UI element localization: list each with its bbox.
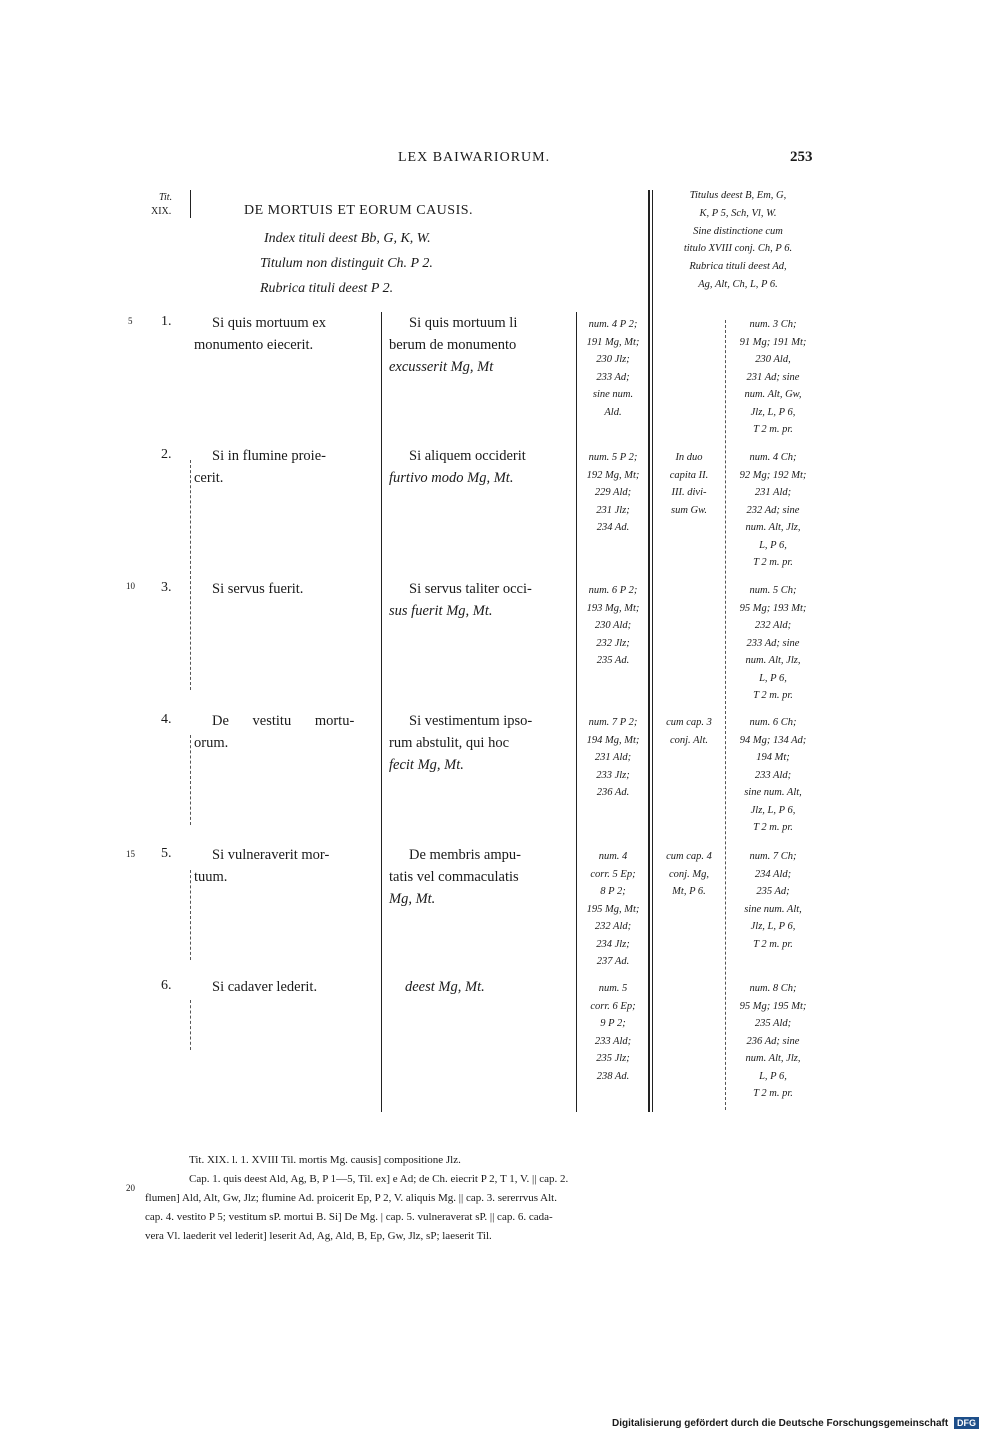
right-note: Titulus deest B, Em, G, <box>689 190 787 201</box>
num-line: Ald. <box>604 406 622 418</box>
column-rule-dashed <box>190 460 192 690</box>
funding-text: Digitalisierung gefördert durch die Deutsche Forschungsgemeinschaft <box>612 1418 949 1429</box>
num-line: 231 Ad; sine <box>746 371 800 383</box>
note-line: Mt, P 6. <box>672 886 706 897</box>
column-rule <box>576 312 577 1112</box>
chapter-number: 4. <box>161 712 172 727</box>
num-line: 232 Ald; <box>594 921 632 932</box>
num-line: num. Alt, Jlz, <box>745 522 801 533</box>
num-line: 236 Ad. <box>596 787 630 798</box>
num-line: num. 3 Ch; <box>749 319 797 330</box>
num-line: num. 4 Ch; <box>749 452 797 463</box>
heading-line: orum. <box>194 735 229 751</box>
chapter-3-other-numbering <box>726 582 820 705</box>
line-number: 10 <box>126 581 135 591</box>
num-line: 234 Jlz; <box>596 938 630 950</box>
num-line: 231 Ald; <box>754 487 792 498</box>
heading-line: De vestitu mortu- <box>212 713 355 729</box>
column-rule-dashed <box>190 735 192 825</box>
num-line: num. Alt, Jlz, <box>745 1053 801 1064</box>
num-line: 236 Ad; sine <box>746 1035 800 1047</box>
footnote-line: vera Vl. laederit vel lederit] leserit Ad, Ag, Ald, B, Ep, Gw, Jlz, sP; laeserit Til. <box>145 1230 492 1242</box>
title-note: Index tituli deest Bb, G, K, W. <box>264 231 431 246</box>
num-line: Jlz, L, P 6, <box>750 804 796 816</box>
num-line: L, P 6, <box>759 1070 787 1082</box>
note-line: In duo <box>675 452 703 463</box>
num-line: T 2 m. pr. <box>753 557 793 568</box>
num-line: 230 Jlz; <box>596 354 630 365</box>
title-right-notes <box>658 187 818 294</box>
num-line: Jlz, L, P 6, <box>750 921 796 932</box>
num-line: 229 Ald; <box>594 487 632 498</box>
num-line: 232 Ad; sine <box>746 504 800 516</box>
line-number: 5 <box>128 316 133 326</box>
num-line: 233 Ald; <box>754 769 792 781</box>
num-line: T 2 m. pr. <box>753 1088 793 1099</box>
heading-line: monumento eiecerit. <box>194 337 314 353</box>
num-line: L, P 6, <box>759 539 787 551</box>
tit-divider <box>190 190 191 218</box>
num-line: num. 5 P 2; <box>588 452 638 463</box>
variant-line: Si vestimentum ipso- <box>409 713 533 729</box>
tit-number: XIX. <box>151 206 172 217</box>
chapter-number: 2. <box>161 447 172 462</box>
num-line: 235 Jlz; <box>596 1053 630 1064</box>
num-line: T 2 m. pr. <box>753 424 793 435</box>
num-line: T 2 m. pr. <box>753 690 793 701</box>
num-line: T 2 m. pr. <box>753 938 793 950</box>
num-line: 232 Ald; <box>754 620 792 631</box>
num-line: 235 Ald; <box>754 1018 792 1029</box>
chapter-1-numbering <box>578 316 648 421</box>
num-line: 235 Ad; <box>756 886 790 897</box>
num-line: L, P 6, <box>759 672 787 684</box>
num-line: num. 7 P 2; <box>588 717 638 728</box>
num-line: num. 6 Ch; <box>749 717 797 728</box>
num-line: 234 Ad. <box>596 522 630 533</box>
right-note: Ag, Alt, Ch, L, P 6. <box>698 278 778 290</box>
chapter-3-heading <box>194 578 380 600</box>
num-line: num. 5 <box>598 983 628 994</box>
note-line: cum cap. 3 <box>666 717 712 728</box>
chapter-1-other-numbering <box>726 316 820 439</box>
num-line: T 2 m. pr. <box>753 822 793 833</box>
chapter-3-variant <box>389 578 575 622</box>
chapter-6-heading <box>194 976 380 998</box>
num-line: sine num. Alt, <box>744 787 802 798</box>
dfg-logo: DFG <box>954 1417 979 1429</box>
num-line: 95 Mg; 193 Mt; <box>739 602 807 614</box>
num-line: 233 Ald; <box>594 1035 632 1047</box>
num-line: 191 Mg, Mt; <box>586 336 640 348</box>
title-note: Rubrica tituli deest P 2. <box>260 281 394 296</box>
variant-line: Mg, Mt. <box>389 891 436 907</box>
chapter-number: 6. <box>161 978 172 993</box>
note-line: conj. Mg, <box>669 868 709 880</box>
num-line: 195 Mg, Mt; <box>586 903 640 915</box>
chapter-4-numbering <box>578 714 648 802</box>
num-line: 91 Mg; 191 Mt; <box>739 336 807 348</box>
column-rule-dashed <box>190 870 192 960</box>
num-line: 192 Mg, Mt; <box>586 469 640 481</box>
variant-line: berum de monumento <box>389 337 517 353</box>
num-line: sine num. Alt, <box>744 903 802 915</box>
note-line: III. divi- <box>671 487 707 498</box>
num-line: num. Alt, Gw, <box>744 389 802 400</box>
num-line: num. 4 <box>598 851 628 862</box>
variant-line: rum abstulit, qui hoc <box>389 735 510 751</box>
chapter-4-other-numbering <box>726 714 820 837</box>
num-line: 233 Ad; sine <box>746 637 800 649</box>
note-line: cum cap. 4 <box>666 851 712 862</box>
column-rule <box>381 312 382 1112</box>
right-note: K, P 5, Sch, Vl, W. <box>699 207 777 219</box>
num-line: 234 Ald; <box>754 868 792 880</box>
variant-line: deest Mg, Mt. <box>405 979 485 995</box>
chapter-4-join-note <box>654 714 724 749</box>
chapter-2-division-note <box>654 449 724 519</box>
running-title: LEX BAIWARIORUM. <box>398 150 551 165</box>
variant-line: sus fuerit Mg, Mt. <box>389 603 493 619</box>
heading-line: tuum. <box>194 869 228 885</box>
heading-line: Si quis mortuum ex <box>212 315 326 331</box>
heading-line: Si servus fuerit. <box>212 581 304 597</box>
heading-line: Si vulneraverit mor- <box>212 847 330 863</box>
num-line: num. 7 Ch; <box>749 851 797 862</box>
num-line: num. 6 P 2; <box>588 585 638 596</box>
num-line: sine num. <box>592 389 634 400</box>
num-line: 231 Ald; <box>594 752 632 763</box>
right-note: titulo XVIII conj. Ch, P 6. <box>683 243 793 255</box>
chapter-5-other-numbering <box>726 848 820 953</box>
chapter-2-heading <box>194 445 380 489</box>
num-line: 238 Ad. <box>596 1070 630 1082</box>
heading-line: Si cadaver lederit. <box>212 979 318 995</box>
variant-line: fecit Mg, Mt. <box>389 757 464 773</box>
num-line: 230 Ald, <box>755 354 791 365</box>
footnote-line: Tit. XIX. l. 1. XVIII Til. mortis Mg. causis] compositione Jlz. <box>189 1154 461 1166</box>
heading-line: Si in flumine proie- <box>212 448 326 464</box>
chapter-2-variant <box>389 445 575 489</box>
footnote-line: flumen] Ald, Alt, Gw, Jlz; flumine Ad. proicerit Ep, P 2, V. aliquis Mg. || cap. 3. sererrvus Alt. <box>145 1192 557 1204</box>
num-line: num. 5 Ch; <box>749 585 797 596</box>
chapter-2-numbering <box>578 449 648 537</box>
variant-line: Si servus taliter occi- <box>409 581 532 597</box>
chapter-6-other-numbering <box>726 980 820 1103</box>
title-note: Titulum non distinguit Ch. P 2. <box>260 256 433 271</box>
chapter-1-variant <box>389 312 575 378</box>
variant-line: furtivo modo Mg, Mt. <box>389 470 514 486</box>
column-rule-double <box>652 190 653 1112</box>
variant-line: Si quis mortuum li <box>409 315 518 331</box>
chapter-5-join-note <box>654 848 724 901</box>
num-line: 9 P 2; <box>600 1018 626 1029</box>
funding-banner <box>612 1417 979 1429</box>
heading-line: cerit. <box>194 470 224 486</box>
line-number: 15 <box>126 849 135 859</box>
note-line: capita II. <box>669 469 709 481</box>
line-number: 20 <box>126 1183 135 1193</box>
num-line: Jlz, L, P 6, <box>750 406 796 418</box>
footnote-line: Cap. 1. quis deest Ald, Ag, B, P 1—5, Til. ex] e Ad; de Ch. eiecrit P 2, T 1, V. || cap. 2. <box>189 1173 569 1185</box>
tit-label: Tit. <box>159 192 173 203</box>
footnote-line: cap. 4. vestito P 5; vestitum sP. mortui B. Si] De Mg. | cap. 5. vulneraverat sP. || cap. 6. cada- <box>145 1211 553 1223</box>
num-line: num. 4 P 2; <box>588 319 638 330</box>
page-number: 253 <box>790 149 813 165</box>
chapter-1-heading <box>194 312 380 356</box>
num-line: num. 8 Ch; <box>749 983 797 994</box>
main-title: DE MORTUIS ET EORUM CAUSIS. <box>244 203 474 218</box>
chapter-number: 1. <box>161 314 172 329</box>
variant-line: Si aliquem occiderit <box>409 448 526 464</box>
column-rule-double <box>648 190 650 1112</box>
num-line: corr. 6 Ep; <box>590 1000 636 1012</box>
num-line: 237 Ad. <box>596 956 630 967</box>
note-line: conj. Alt. <box>669 734 708 746</box>
chapter-6-variant <box>389 976 575 998</box>
chapter-number: 3. <box>161 580 172 595</box>
chapter-5-heading <box>194 844 380 888</box>
right-note: Sine distinctione cum <box>693 225 783 237</box>
num-line: 233 Jlz; <box>596 769 630 781</box>
chapter-2-other-numbering <box>726 449 820 572</box>
num-line: 235 Ad. <box>596 655 630 666</box>
variant-line: excusserit Mg, Mt <box>389 359 494 375</box>
right-note: Rubrica tituli deest Ad, <box>689 261 787 273</box>
num-line: 233 Ad; <box>596 371 630 383</box>
num-line: corr. 5 Ep; <box>590 868 636 880</box>
num-line: 194 Mt; <box>756 752 790 763</box>
chapter-5-numbering <box>578 848 648 971</box>
chapter-4-heading <box>194 710 380 754</box>
num-line: 95 Mg; 195 Mt; <box>739 1000 807 1012</box>
chapter-4-variant <box>389 710 575 776</box>
num-line: 231 Jlz; <box>596 504 630 516</box>
variant-line: tatis vel commaculatis <box>389 869 519 885</box>
num-line: 8 P 2; <box>600 886 626 897</box>
variant-line: De membris ampu- <box>409 847 521 863</box>
num-line: 232 Jlz; <box>596 637 630 649</box>
chapter-5-variant <box>389 844 575 910</box>
num-line: 194 Mg, Mt; <box>586 734 640 746</box>
num-line: 94 Mg; 134 Ad; <box>739 734 807 746</box>
chapter-number: 5. <box>161 846 172 861</box>
note-line: sum Gw. <box>671 504 707 516</box>
critical-apparatus <box>145 1151 825 1246</box>
chapter-3-numbering <box>578 582 648 670</box>
num-line: num. Alt, Jlz, <box>745 655 801 666</box>
num-line: 193 Mg, Mt; <box>586 602 640 614</box>
num-line: 230 Ald; <box>594 620 632 631</box>
chapter-6-numbering <box>578 980 648 1085</box>
num-line: 92 Mg; 192 Mt; <box>739 469 807 481</box>
column-rule-dashed <box>190 1000 192 1050</box>
